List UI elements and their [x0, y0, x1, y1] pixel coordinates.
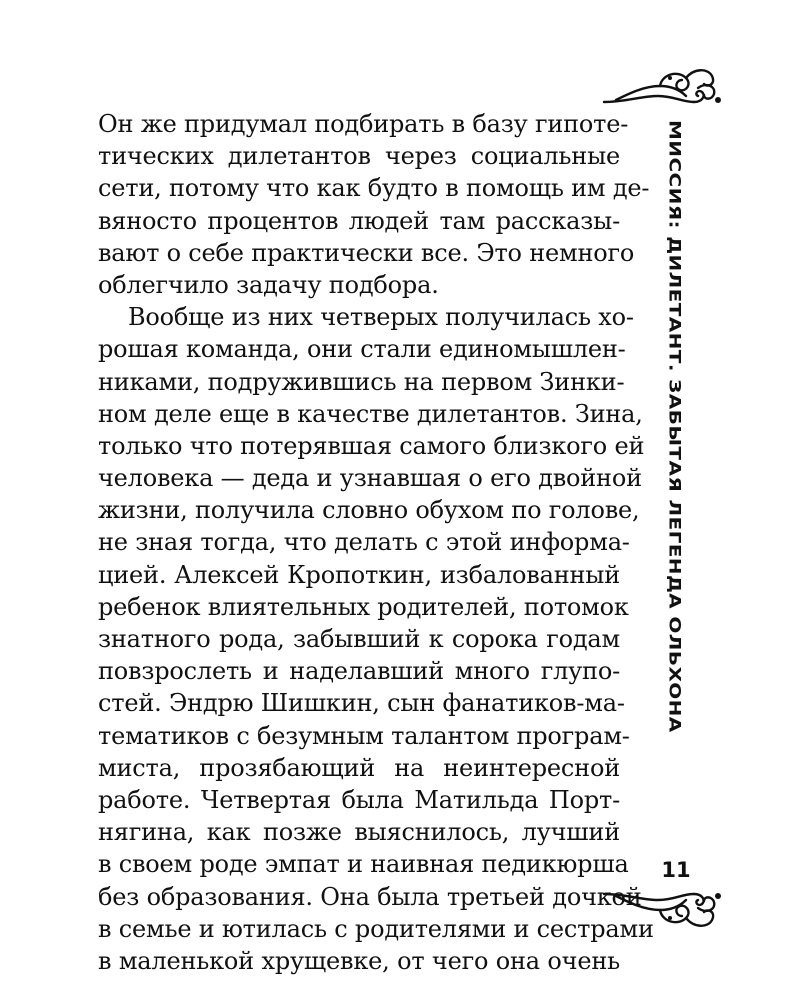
running-head: [655, 120, 695, 733]
text-line: никами, подружившись на первом Зинки-: [98, 367, 625, 396]
text-line: вяносто процентов людей там рассказы-: [98, 206, 620, 235]
text-line: не зная тогда, что делать с этой информа-: [98, 528, 630, 557]
paragraph-2: [98, 301, 654, 977]
text-line: Вообще из них четверых получилась хо-: [128, 303, 634, 332]
flourish-icon: [596, 884, 726, 934]
text-line: работе. Четвертая была Матильда Порт-: [98, 785, 620, 814]
text-line: только что потерявшая самого близкого ей: [98, 431, 645, 460]
text-line: без образования. Она была третьей дочкой: [98, 882, 642, 911]
text-line: нягина, как позже выяснилось, лучший: [98, 818, 620, 847]
paragraph-1: [98, 108, 650, 301]
text-line: повзрослеть и наделавший много глупо-: [98, 657, 620, 686]
text-line: в своем роде эмпат и наивная педикюрша: [98, 850, 629, 879]
body-text: [98, 108, 654, 977]
text-line: ребенок влиятельных родителей, потомок: [98, 592, 629, 621]
text-line: миста, прозябающий на неинтересной: [98, 753, 620, 782]
text-line: в маленькой хрущевке, от чего она очень: [98, 946, 620, 975]
text-line: человека — деда и узнавшая о его двойной: [98, 464, 642, 493]
text-line: жизни, получила словно обухом по голове,: [98, 496, 640, 525]
text-line: рошая команда, они стали единомышлен-: [98, 335, 626, 364]
text-line: Он же придумал подбирать в базу гипоте-: [98, 110, 629, 138]
text-line: тических дилетантов через социальные: [98, 142, 620, 171]
text-line: стей. Эндрю Шишкин, сын фанатиков-ма-: [98, 689, 625, 718]
text-line: цией. Алексей Кропоткин, избалованный: [98, 560, 620, 589]
text-line: в семье и ютилась с родителями и сестрами: [98, 914, 654, 943]
text-line: знатного рода, забывший к сорока годам: [98, 625, 620, 653]
text-line: облегчило задачу подбора.: [98, 270, 439, 299]
text-line: вают о себе практически все. Это немного: [98, 238, 635, 267]
text-line: ном деле еще в качестве дилетантов. Зина,: [98, 399, 643, 428]
page-number: 11: [661, 858, 691, 882]
running-head-text: МИССИЯ: ДИЛЕТАНТ. ЗАБЫТАЯ ЛЕГЕНДА ОЛЬХОНА: [665, 120, 685, 733]
text-line: тематиков с безумным талантом програм-: [98, 721, 630, 750]
flourish-icon: [596, 62, 726, 112]
text-line: сети, потому что как будто в помощь им де-: [98, 174, 650, 203]
